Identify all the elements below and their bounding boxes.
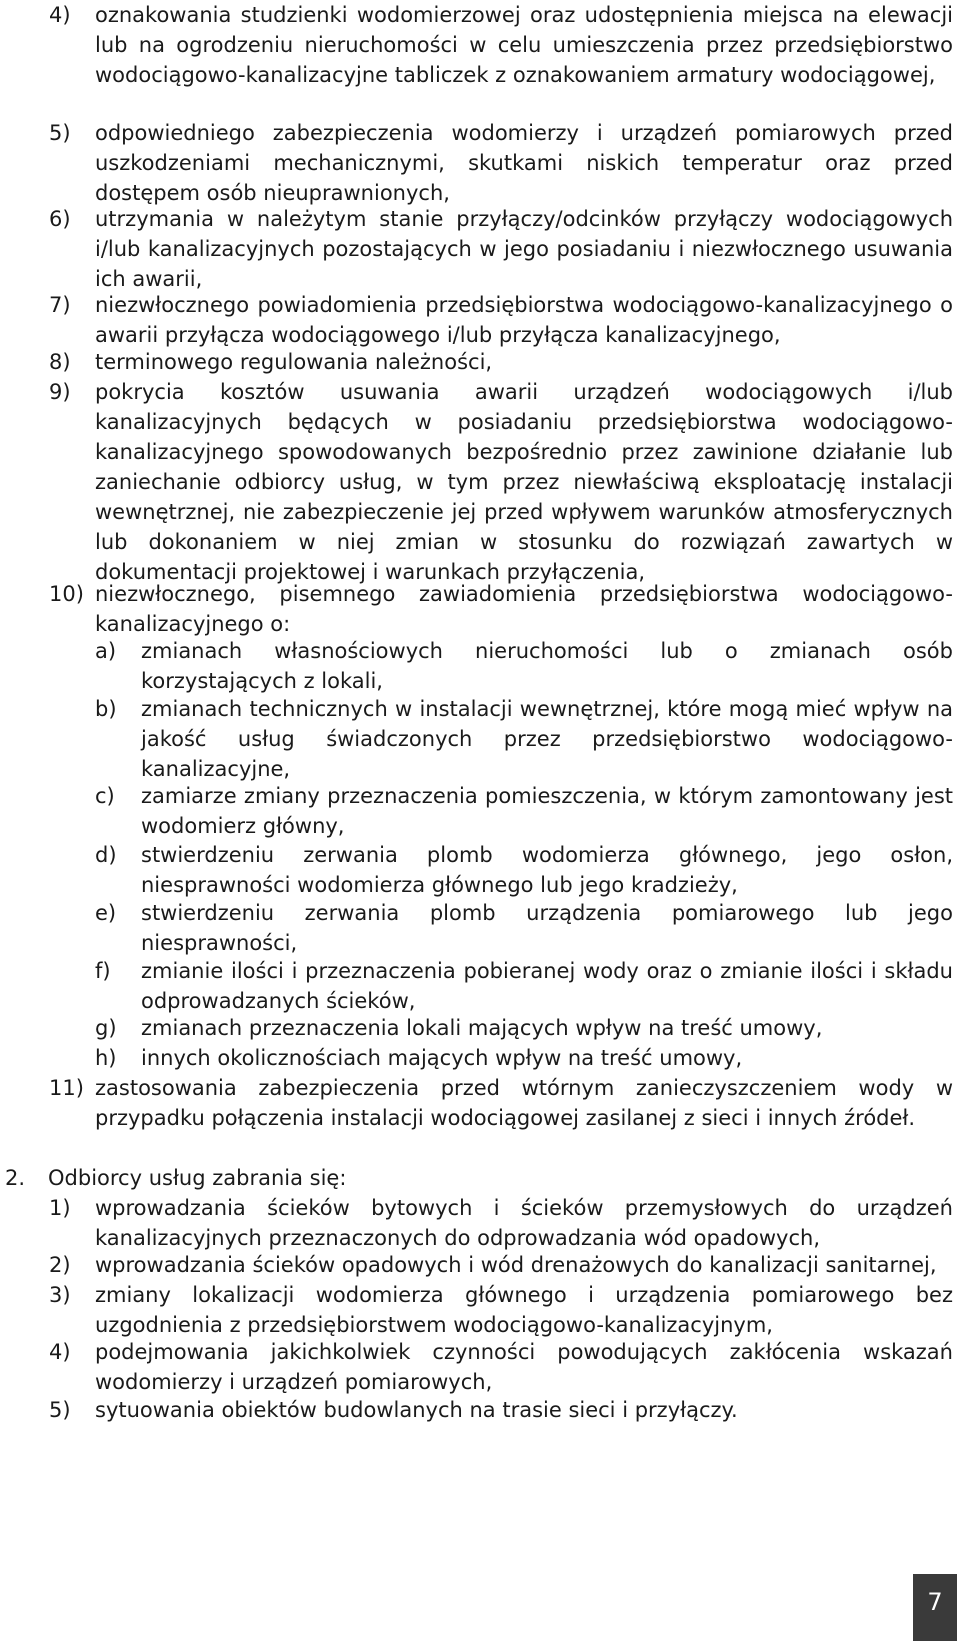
list-item-number: 6)	[49, 207, 71, 231]
list-item-number: 10)	[49, 582, 84, 606]
page-number-badge	[913, 1574, 957, 1641]
list-item-text: zamiarze zmiany przeznaczenia pomieszczenia, w którym zamontowany jest wodomierz główny,	[141, 784, 953, 838]
list-item-text: podejmowania jakichkolwiek czynności powodujących zakłócenia wskazań wodomierzy i urządzeń pomiarowych,	[95, 1340, 953, 1394]
list-item-text: utrzymania w należytym stanie przyłączy/odcinków przyłączy wodociągowych i/lub kanalizacyjnych pozostających w jego posiadaniu i niezwłocznego usuwania ich awarii,	[95, 207, 953, 291]
list-item-text: niezwłocznego, pisemnego zawiadomienia przedsiębiorstwa wodociągowo-kanalizacyjnego o:	[95, 582, 953, 636]
list-item-text: zastosowania zabezpieczenia przed wtórnym zanieczyszczeniem wody w przypadku połączenia instalacji wodociągowej zasilanej z sieci i innych źródeł.	[95, 1076, 953, 1130]
list-item-text: terminowego regulowania należności,	[95, 350, 493, 374]
list-item-number: c)	[95, 784, 115, 808]
list-item-number: f)	[95, 959, 111, 983]
list-item-number: 7)	[49, 293, 71, 317]
list-item-text: Odbiorcy usług zabrania się:	[48, 1166, 347, 1190]
list-item-number: 2)	[49, 1253, 71, 1277]
page-number: 7	[927, 1588, 943, 1616]
list-item-text: oznakowania studzienki wodomierzowej oraz udostępnienia miejsca na elewacji lub na ogrodzeniu nieruchomości w celu umieszczenia przez przedsiębiorstwo wodociągowo-kanalizacyjne tabliczek z oznakowaniem armatury wodociągowej,	[95, 3, 953, 87]
list-item-number: 3)	[49, 1283, 71, 1307]
list-item-text: pokrycia kosztów usuwania awarii urządzeń wodociągowych i/lub kanalizacyjnych będących w posiadaniu przedsiębiorstwa wodociągowo-kanalizacyjnego spowodowanych bezpośrednio przez zawinione działanie lub zaniechanie odbiorcy usług, w tym przez niewłaściwą eksploatację instalacji wewnętrznej, nie zabezpieczenie jej przed wpływem warunków atmosferycznych lub dokonaniem w niej zmian w stosunku do rozwiązań zawartych w dokumentacji projektowej i warunkach przyłączenia,	[95, 380, 953, 584]
list-item-text: zmianach technicznych w instalacji wewnętrznej, które mogą mieć wpływ na jakość usług świadczonych przez przedsiębiorstwo wodociągowo-kanalizacyjne,	[141, 697, 953, 781]
list-item-text: wprowadzania ścieków opadowych i wód drenażowych do kanalizacji sanitarnej,	[95, 1253, 937, 1277]
list-item-text: niezwłocznego powiadomienia przedsiębiorstwa wodociągowo-kanalizacyjnego o awarii przyłącza wodociągowego i/lub przyłącza kanalizacyjnego,	[95, 293, 953, 347]
list-item-text: zmianie ilości i przeznaczenia pobieranej wody oraz o zmianie ilości i składu odprowadzanych ścieków,	[141, 959, 953, 1013]
list-item-number: 9)	[49, 380, 71, 404]
list-item-text: stwierdzeniu zerwania plomb wodomierza głównego, jego osłon, niesprawności wodomierza głównego lub jego kradzieży,	[141, 843, 953, 897]
list-item-number: a)	[95, 639, 117, 663]
list-item-number: h)	[95, 1046, 117, 1070]
list-item-number: 5)	[49, 1398, 71, 1422]
list-item-text: innych okolicznościach mających wpływ na treść umowy,	[141, 1046, 743, 1070]
list-item-number: 11)	[49, 1076, 84, 1100]
list-item-number: 4)	[49, 3, 71, 27]
list-item-text: odpowiedniego zabezpieczenia wodomierzy i urządzeń pomiarowych przed uszkodzeniami mechanicznymi, skutkami niskich temperatur oraz przed dostępem osób nieuprawnionych,	[95, 121, 953, 205]
list-item-number: d)	[95, 843, 117, 867]
list-item-number: e)	[95, 901, 117, 925]
list-item-number: b)	[95, 697, 117, 721]
list-item-text: zmianach własnościowych nieruchomości lub o zmianach osób korzystających z lokali,	[141, 639, 953, 693]
list-item-number: g)	[95, 1016, 117, 1040]
list-item-text: wprowadzania ścieków bytowych i ścieków przemysłowych do urządzeń kanalizacyjnych przeznaczonych do odprowadzania wód opadowych,	[95, 1196, 953, 1250]
list-item-text: zmiany lokalizacji wodomierza głównego i urządzenia pomiarowego bez uzgodnienia z przedsiębiorstwem wodociągowo-kanalizacyjnym,	[95, 1283, 953, 1337]
list-item-number: 5)	[49, 121, 71, 145]
list-item-number: 1)	[49, 1196, 71, 1220]
list-item-text: sytuowania obiektów budowlanych na trasie sieci i przyłączy.	[95, 1398, 738, 1422]
list-item-number: 2.	[5, 1166, 26, 1190]
list-item-number: 8)	[49, 350, 71, 374]
list-item-text: zmianach przeznaczenia lokali mających wpływ na treść umowy,	[141, 1016, 823, 1040]
list-item-number: 4)	[49, 1340, 71, 1364]
list-item-text: stwierdzeniu zerwania plomb urządzenia pomiarowego lub jego niesprawności,	[141, 901, 953, 955]
